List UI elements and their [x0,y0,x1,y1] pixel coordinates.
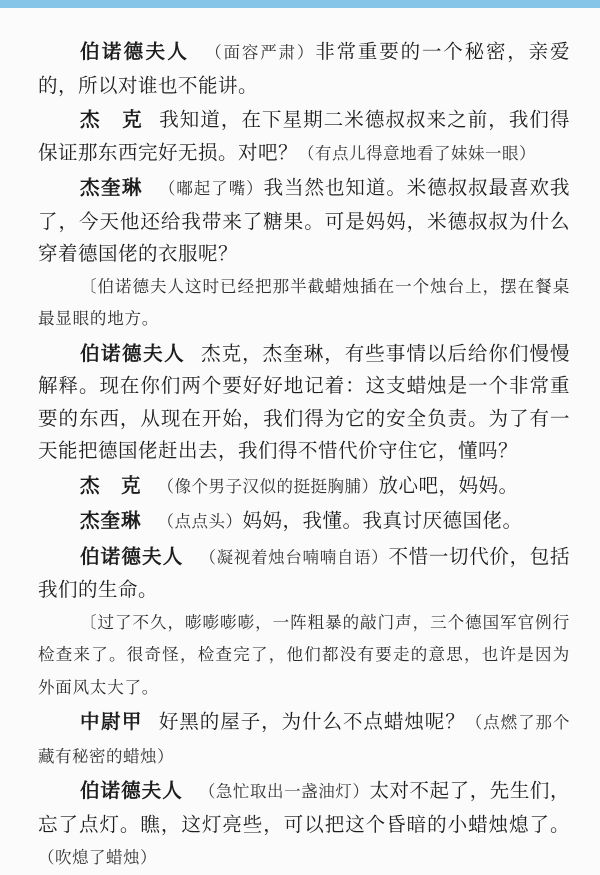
stage-direction-inline: （嘟起了嘴） [158,179,264,198]
speaker-name: 杰奎琳 [80,509,142,532]
stage-direction-inline: （急忙取出一盏油灯） [198,782,370,801]
speaker-name: 杰 克 [80,473,142,497]
dialogue-line [0,104,600,170]
speaker-name: 杰 克 [80,108,144,131]
dialogue-text: 不惜一切代价，包括我们的生命。 [38,544,570,601]
speaker-name: 杰奎琳 [80,176,143,199]
dialogue-line [0,706,600,773]
stage-direction-inline: （有点儿得意地看了妹妹一眼） [298,143,537,163]
stage-direction-inline: （点燃了那个藏有秘密的蜡烛） [38,713,570,766]
dialogue-text: 非常重要的一个秘密，亲爱的，所以对谁也不能讲。 [38,40,570,97]
stage-direction: 〔伯诺德夫人这时已经把那半截蜡烛插在一个烛台上，摆在餐桌最显眼的地方。 [38,276,570,328]
document-page [0,36,600,875]
stage-direction-inline: （凝视着烛台喃喃自语） [199,547,389,567]
dialogue-text: 太对不起了，先生们，忘了点灯。瞧，这灯亮些，可以把这个昏暗的小蜡烛熄了。 [38,779,570,836]
dialogue-text: 我知道，在下星期二米德叔叔来之前，我们得保证那东西完好无损。对吧？ [38,108,570,164]
dialogue-text: 妈妈，我懂。我真讨厌德国佬。 [242,509,523,532]
speaker-name: 伯诺德夫人 [80,544,184,568]
dialogue-line [0,338,600,468]
dialogue-line [0,541,600,607]
speaker-name: 中尉甲 [80,710,143,733]
top-border-bar [0,0,600,8]
dialogue-line [0,172,600,271]
stage-direction-inline: （点点头） [157,512,243,531]
dialogue-text: 杰克，杰奎琳，有些事情以后给你们慢慢解释。现在你们两个要好好地记着：这支蜡烛是一个非常重要的东西，从现在开始，我们得为它的安全负责。为了有一天能把德国佬赶出去，我们得不惜代价守住它，懂吗？ [38,341,570,462]
dialogue-text: 放心吧，妈妈。 [378,473,519,497]
dialogue-line [0,505,600,539]
dialogue-text: 我当然也知道。米德叔叔最喜欢我了，今天他还给我带来了糖果。可是妈妈，米德叔叔为什么穿着德国佬的衣服呢？ [38,176,570,265]
dialogue-line [0,36,600,102]
stage-direction-inline: （面容严肃） [205,43,316,62]
dialogue-text: 好黑的屋子，为什么不点蜡烛呢？ [158,710,466,733]
speaker-name: 伯诺德夫人 [80,779,183,802]
speaker-name: 伯诺德夫人 [80,40,190,63]
stage-direction-inline: （像个男子汉似的挺挺胸脯） [157,476,379,496]
stage-direction: 〔过了不久，嘭嘭嘭嘭，一阵粗暴的敲门声，三个德国军官例行检查来了。很奇怪，检查完了，他们都没有要走的意思，也许是因为外面风太大了。 [38,612,570,697]
stage-direction-inline: （吹熄了蜡烛） [38,848,157,867]
dialogue-line [0,775,600,875]
dialogue-line [0,470,600,504]
speaker-name: 伯诺德夫人 [80,341,186,365]
